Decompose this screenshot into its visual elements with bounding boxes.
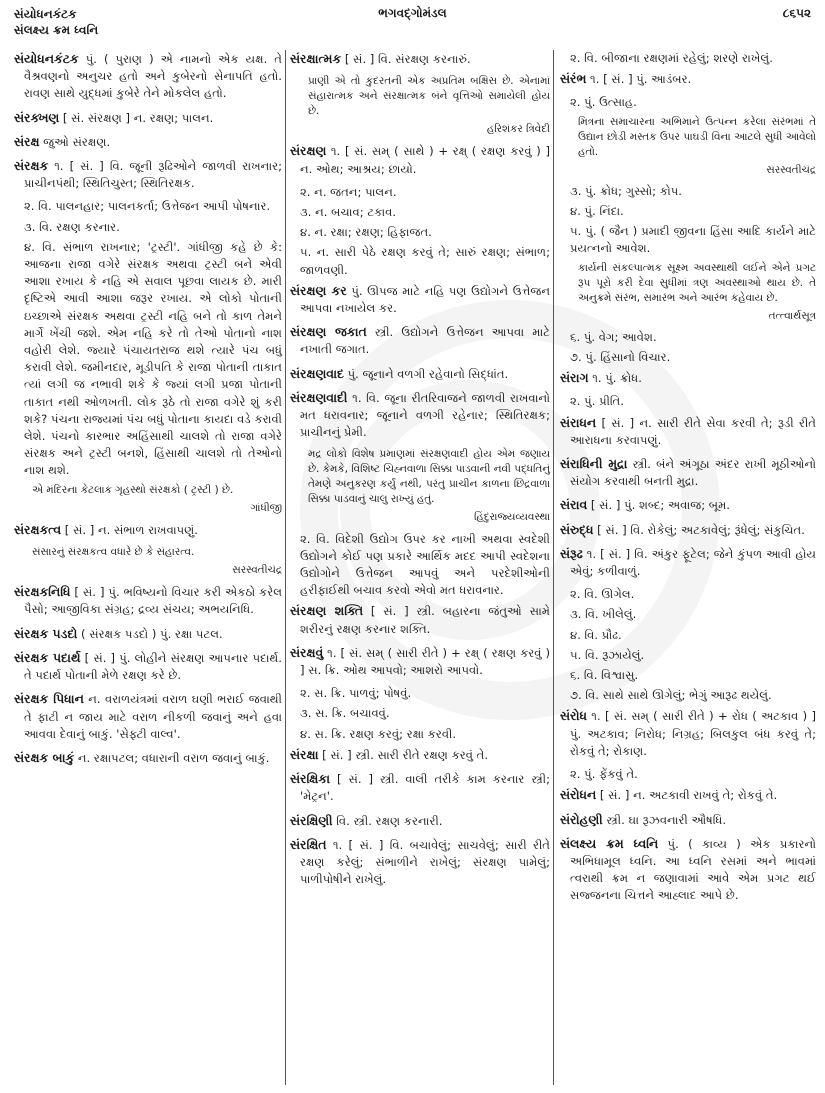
sense: ૩. પું. ક્રોધ; ગુસ્સો; કોપ. [570,183,682,198]
dictionary-entry [14,133,282,151]
headword: સંરોધ [560,708,587,724]
quotation-source: ગાંધીજી [250,501,282,514]
headword: સંરક્ષક પડદો [14,625,78,641]
dictionary-entry [14,521,282,539]
headword: સંરાવ [560,497,588,513]
definition: [ સં. ] સ્ત્રી. સારી રીતે રક્ષણ કરવું તે. [318,747,489,762]
dictionary-entry [290,389,550,442]
definition: [ સં. સંરક્ષણ ] ન. રક્ષણ; પાલન. [59,110,214,125]
sense: ૩. ન. બચાવ; ટકાવ. [300,205,397,220]
headword: સંરક્ષણ શક્તિ [290,603,364,619]
dictionary-entry [290,142,550,177]
column-2 [290,50,550,1087]
definition: [ સં. ] ન. સંભાળ રાખવાપણું. [61,522,198,537]
dictionary-entry [290,746,550,764]
dictionary-entry [560,786,816,804]
headword: સંરાગ [560,370,589,386]
quotation: સંસારનું સંરક્ષકત્વ વધારે છે કે સંહારત્વ. [32,546,195,559]
sense: ૪. વિ. પ્રૌઢ. [570,627,622,642]
sense: ૪. ન. રક્ષા; રક્ષણ; હિફાજત. [300,225,432,240]
definition: [ સં. ] ન. અટકાવી રાખવું તે; રોકવું તે. [596,788,778,803]
dictionary-entry [560,455,816,490]
sense: ૫. ન. સારી પેઠે રક્ષણ કરવું તે; સારું રક્ષણ; સંભાળ; જાળવણી. [300,245,550,277]
dictionary-entry [290,50,550,68]
quotation: મિત્રના સમાચારના અભિમાને ઉત્પન્ન કરેલા સંરંભમાં તે ઉદ્યાન છોડી મસ્તક ઉપર પાઘડી વિના આટલે સુધી આવેલો હતો. [578,115,816,158]
headword: સંરક્ષણવાદ [290,365,344,381]
sense: ૩. વિ. ખીલેલું. [570,607,637,622]
dictionary-entry [290,812,550,830]
definition: પું. જૂનાને વળગી રહેવાનો સિદ્ધાંત. [343,366,509,381]
sense: ૫. વિ. રૂઝાયેલું. [570,647,645,662]
headword: સંરક્ષક [14,158,49,174]
page-number: ૮૬૫૨ [782,6,811,20]
sense: ૨. પું. પ્રીતિ. [570,394,624,409]
dictionary-entry [560,70,816,88]
dictionary-entry [14,50,282,103]
quotation-source: સરસ્વતીચંદ્ર [766,163,816,176]
definition: ૧. [ સં. સમ્ ( સાથે ) + રક્ષ્ ( રક્ષણ કરવું ) ] ન. ઓથ; આશ્રય; છાયો. [300,144,550,176]
dictionary-entry [560,369,816,387]
sense: ૬. વિ. વિશ્વાસુ. [570,668,639,683]
dictionary-entry [560,414,816,449]
headword: સંરક્ષિત [290,836,327,852]
dictionary-entry [290,282,550,317]
headword: સંરક્ષાત્મક [290,51,342,66]
definition: પું. ઊપજ માટે નહિ પણ ઉદ્યોગને ઉત્તેજન આપવા નખાયેલ કર. [300,283,550,316]
dictionary-entry [290,365,550,383]
definition: ૧. [ સં. ] વિ. જૂની રૂઢિઓને જાળવી રાખનાર; પ્રાચીનપંથી; સ્થિતિચુસ્ત; સ્થિતિરક્ષક. [24,159,282,191]
column-divider [553,50,554,1085]
dictionary-entry [560,835,816,905]
guide-word-bottom: સંલક્ષ્ય ક્રમ ધ્વનિ [14,23,99,37]
dictionary-entry [14,690,282,743]
headword: સંરક્ષણ કર [290,282,347,298]
definition: [ સં. ] પું. ભવિષ્યનો વિચાર કરી એકઠો કરેલ પૈસો; આજીવિકા સંગ્રહ; દ્રવ્ય સંચય; અભયનિધિ. [24,585,282,617]
headword: સંરક્ષણ જકાત [290,324,367,340]
headword: સંરક્ષિકા [290,771,331,787]
headword: સંરક્ષા [290,746,319,762]
headword: સંલક્ષ્ય ક્રમ ધ્વનિ [560,835,659,851]
headword: સંરક્ષકનિધિ [14,584,71,600]
headword: સંરક્ષ [14,133,40,149]
quotation-source: હરિશંકર ત્રિવેદી [486,123,550,136]
dictionary-entry [14,649,282,684]
definition: [ સં. ] સ્ત્રી. બહારના જંતુઓ સામે શરીરનું રક્ષણ કરનાર શક્તિ. [300,604,550,636]
definition: [ સં. ] પું. શબ્દ; અવાજ; બૂમ. [587,498,730,513]
dictionary-entry [290,602,550,637]
column-divider [285,50,286,1085]
sense: ૨. વિ. ઊગેલ. [570,587,635,602]
definition: ૧. [ સં. સમ્ ( સારી રીતે ) + રોધ ( અટકાવ ) ] પું. અટકાવ; નિરોધ; નિગ્રહ; બિલકુલ બંધ કરવું તે; રોકવું તે; રોકાણ. [570,709,816,758]
sense: ૫. પું. ( જૈન ) પ્રમાદી જીવના હિંસા આદિ કાર્યને માટે પ્રયત્નનો આવેશ. [570,224,816,256]
quotation: મદ્ર લોકો વિશેષ પ્રમાણમાં સંરક્ષણવાદી હોય એમ જણાય છે. કેમકે, વિશિષ્ટ ચિહ્નવાળા સિક્કા પાડવાની નવી પદ્ધતિનું તેમણે અનુકરણ કર્યું નથી, પરંતુ પ્રાચીન કાળના છિદ્રવાળા સિક્કા પાડવાનું ચાલુ રાખ્યું હતું. [308,448,550,506]
sense: ૪. વિ. સંભાળ રાખનાર; 'ટ્રસ્ટી'. ગાંધીજી કહે છે કે: આજના રાજા વગેરે સંરક્ષક અથવા ટ્રસ્ટી બને એવી આશા રખાય કે નહિ એ સવાલ પૂછવા લાયક છે. મારી દૃષ્ટિએ આવી આશા જરૂર રખાય. એ લોકો પોતાની ઇચ્છાએ સંરક્ષક અથવા ટ્રસ્ટી નહિ બને તો કાળ તેમને માર્ગે ખેંચી જશે. એમ નહિ કરે તો તેઓ પોતાનો નાશ વહોરી લેશે. જ્યારે પંચાયતરાજ થશે ત્યારે પંચ બધું કરાવી લેશે. જમીનદાર, મૂડીપતિ કે રાજા પોતાની તાકાત ત્યાં લગી જ નભાવી શકે કે જ્યાં લગી પ્રજા પોતાની તાકાત નથી ઓળખતી. લોક રૂઠે તો રાજા વગેરે શું કરી શકે? પંચના રાજ્યમાં પંચ બધું પોતાના કાયદા વડે કરાવી લેશે. પંચનો કારભાર અહિંસાથી ચાલશે તો રાજા વગેરે સંરક્ષક અને ટ્રસ્ટી બનશે, હિંસાથી ચાલશે તો તેઓનો નાશ થશે. [24,239,282,478]
dictionary-entry [14,109,282,127]
dictionary-entry [14,625,282,643]
column-1 [14,50,282,1087]
dictionary-entry [560,707,816,760]
headword: સંરક્ષક બાકું [14,749,75,765]
sense: ૪. સ. ક્રિ. રક્ષણ કરવું; રક્ષા કરવી. [300,726,457,741]
sense: ૨. ન. જતન; પાલન. [300,184,397,199]
dictionary-entry [290,836,550,889]
headword: સંરાધન [560,414,597,430]
sense: ૨. સ. ક્રિ. પાળવું; પોષવું. [300,686,412,701]
sense: ૨. વિ. બીજાના રક્ષણમાં રહેલું; શરણે રાખેલું. [570,51,773,65]
sense: ૨. પું. ઉત્સાહ. [570,95,637,110]
headword: સંરક્ષણવાદી [290,389,348,405]
headword: સંરક્ષિણી [290,812,333,828]
headword: સંરક્ષક પદાર્થ [14,649,81,665]
headword: સંરક્ષવું [290,644,324,660]
definition: [ સં. ] વિ. સંરક્ષણ કરનારું. [341,52,471,66]
definition: વિ. સ્ત્રી. રક્ષણ કરનારી. [332,813,443,828]
definition: સ્ત્રી. બંને અંગૂઠા અંદર રાખી મૂઠીઓનો સંયોગ કરવાથી બનતી મુદ્રા. [570,457,816,489]
definition: [ સં. ] ન. સારી રીતે સેવા કરવી તે; રૂડી રીતે આરાધના કરવાપણું. [570,415,816,447]
quotation-source: હિંદુરાજ્યવ્યવસ્થા [474,511,550,524]
dictionary-entry [290,323,550,358]
definition: પું. ( કાવ્ય ) એક પ્રકારનો અભિધામૂલ ધ્વનિ. આ ધ્વનિ રસમાં અને ભાવમાં ત્વરાથી ક્રમ ન જણાવામાં આવે એમ પ્રગટ થઈ સજ્જનના ચિત્તને આહ્લાદ આપે છે. [570,836,816,903]
dictionary-entry [560,545,816,580]
headword: સંરક્ષક પિધાન [14,691,84,707]
sense: ૩. વિ. રક્ષણ કરનાર. [24,219,120,234]
sense: ૭. વિ. સાથે સાથે ઊગેલું; ભેગું આરૂઢ થયેલું. [570,688,772,703]
definition: ૧. પું. ક્રોધ. [588,371,642,386]
definition: ૧. [ સં. ] વિ. અંકુર ફૂટેલ; જેને કુંપળ આવી હોય એવું; કળીવાળું. [570,546,816,579]
definition: ન. રક્ષાપટલ; વધારાની વરાળ જવાનું બાકું. [74,750,270,765]
definition: ૧. [ સં. ] વિ. બચાવેલું; સાચવેલું; સારી રીતે રક્ષણ કરેલું; સંભાળીને રાખેલું; સંરક્ષણ પામેલું; પાળીપોષીને રાખેલું. [300,837,550,887]
headword: સંરોધન [560,787,597,803]
dictionary-entry [14,157,282,192]
definition: પું. ( પુરાણ ) એ નામનો એક યક્ષ. તે વૈશ્રવણનો અનુચર હતો અને કુબેરનો સેનાપતિ હતો. રાવણ સાથે યુદ્ધમાં કુબેરે તેને મોકલેલ હતો. [24,52,282,101]
headword: સંરુદ્ધ [560,521,594,537]
headword: સંયોધનકંટક [14,51,79,66]
sense: ૨. પું. ફેંકવું તે. [570,767,638,782]
dictionary-entry [560,521,816,539]
definition: જુઓ સંરક્ષણ. [39,134,111,149]
definition: ન. વરાળયંત્રમાં વરાળ ઘણી ભરાઈ જવાથી તે ફાટી ન જાય માટે વરાળ નીકળી જવાનું અને હવા આવવા દેવાનું બાકું. 'સેફ્ટી વાલ્વ'. [24,692,282,741]
sense: ૪. પું. નિંદા. [570,204,624,219]
page-header [14,6,811,46]
headword: સંરક્ષકત્વ [14,521,62,537]
dictionary-entry [290,770,550,805]
dictionary-entry [290,644,550,679]
definition: ૧. [ સં. સમ્ ( સારી રીતે ) + રક્ષ્ ( રક્ષણ કરવું ) ] સ. ક્રિ. ઓથ આપવો; આશરો આપવો. [300,645,550,678]
definition: ૧. [ સં. ] પું. આડંબર. [586,72,692,87]
dictionary-entry [560,811,816,829]
sense: ૬. પું. વેગ; આવેશ. [570,329,657,344]
quotation-source: તત્ત્વાર્થસૂત્ર [768,309,816,322]
sense: ૭. પું. હિંસાનો વિચાર. [570,350,671,365]
quotation: પ્રાણી એ તો કુદરતની એક અપ્રતિમ બક્ષિસ છે. એનામાં સંહારાત્મક અને સંરક્ષાત્મક બંને વૃત્તિઓ સમાયેલી હોય છે. [308,75,550,118]
dictionary-entry [14,749,282,767]
sense: ૨. વિ. વિદેશી ઉદ્યોગ ઉપર કર નાખી અથવા સ્વદેશી ઉદ્યોગને કોઈ પણ પ્રકારે આર્થિક મદદ આપી સ્વદેશના ઉદ્યોગોને ઉત્તેજન આપવું અને પરદેશીઓની હરીફાઈથી બચાવ કરવો એવો મત ધરાવનાર. [300,531,550,598]
quotation: કાર્યની સંકલ્પાત્મક સૂક્ષ્મ અવસ્થાથી લઈને એને પ્રગટ રૂપ પૂરો કરી દેવા સુધીમાં ત્રણ અવસ્થાઓ થાય છે. તે અનુક્રમે સંરંભ, સમારંભ અને આરંભ કહેવાય છે. [578,261,816,304]
sense: ૨. વિ. પાલનહાર; પાલનકર્તા; ઉત્તેજન આપી પોષનાર. [24,199,271,214]
dictionary-entry [560,496,816,514]
definition: સ્ત્રી. ઘા રૂઝવનારી ઔષધિ. [602,812,727,827]
dictionary-entry [14,583,282,618]
headword: સંરોહણી [560,811,603,827]
definition: ( સંરક્ષક પડદો ) પું. રક્ષા પટલ. [77,626,223,641]
page-title: ભગવદ્ગોમંડલ [378,6,447,20]
definition: [ સં. ] વિ. રોકેલું; અટકાવેલું; રૂંધેલું; સંકુચિત. [593,522,805,537]
headword: સંરંભ [560,71,587,87]
column-3 [560,50,816,1087]
definition: [ સં. ] પું. લોહીને સંરક્ષણ આપનાર પદાર્થ. તે પદાર્થ પોતાની મેળે રક્ષણ કરે છે. [24,650,282,683]
headword: સંરક્ષણ [290,143,327,159]
headword: સંરૂઢ [560,545,583,561]
guide-word-top: સંયોધનકંટક [14,7,77,21]
quotation: એ મંદિરના કેટલાક ગૃહસ્થો સંરક્ષકો ( ટ્રસ્ટી ) છે. [32,483,234,496]
headword: સંરક્ખણ [14,109,60,125]
quotation-source: સરસ્વતીચંદ્ર [232,564,282,577]
headword: સંરાધિની મુદ્રા [560,456,628,472]
definition: સ્ત્રી. ઉદ્યોગને ઉત્તેજન આપવા માટે નખાતી જગાત. [300,325,550,357]
definition: ૧. વિ. જૂના રીતરિવાજને જાળવી રાખવાનો મત ધરાવનાર; જૂનાને વળગી રહેનાર; સ્થિતિરક્ષક; પ્રાચીનનું પ્રેમી. [300,390,550,440]
definition: [ સં. ] સ્ત્રી. વાલી તરીકે કામ કરનાર સ્ત્રી; 'મેટ્રન'. [300,772,550,804]
sense: ૩. સ. ક્રિ. બચાવવું. [300,706,390,721]
